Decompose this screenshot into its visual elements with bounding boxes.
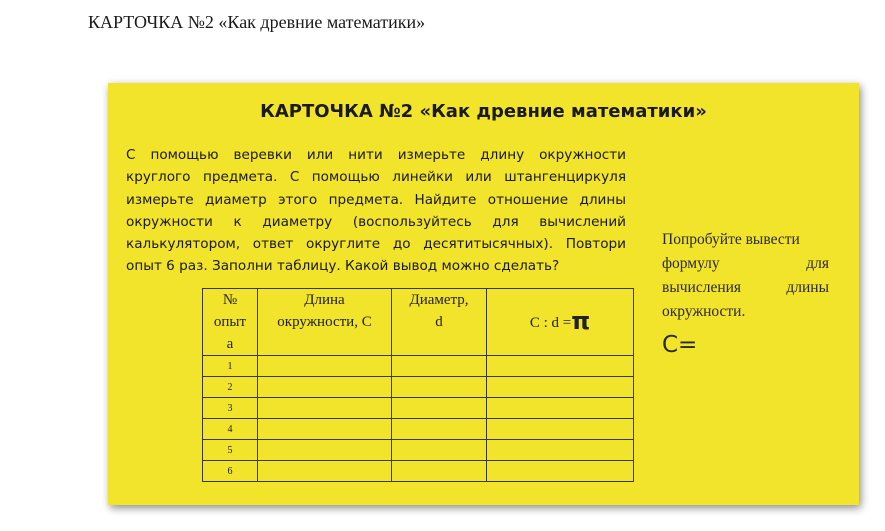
header-line: № [222,292,238,308]
ratio-cell[interactable] [487,461,634,482]
header-line: окружности, С [277,314,372,330]
header-line: а [226,336,234,352]
length-cell[interactable] [258,461,392,482]
header-line: Длина [304,292,345,308]
column-header-length [258,289,392,356]
side-note-line: Попробуйте вывести [662,231,800,248]
instructions-line: С помощью веревки или нити измерьте длину окружности [126,147,626,163]
side-note-line: формулу для [662,255,829,272]
document-heading: КАРТОЧКА №2 «Как древние математики» [88,12,426,32]
instructions-text [126,144,626,278]
length-cell[interactable] [258,356,392,377]
ratio-cell[interactable] [487,356,634,377]
length-cell[interactable] [258,440,392,461]
table-row [203,398,634,419]
length-cell[interactable] [258,419,392,440]
column-header-number [203,289,258,356]
length-cell[interactable] [258,398,392,419]
pi-symbol: π [571,307,591,335]
diameter-cell[interactable] [392,398,487,419]
length-cell[interactable] [258,377,392,398]
side-note-line: вычисления длины [662,279,829,296]
side-note-line: окружности. [662,303,746,320]
instructions-line: измерьте диаметр этого предмета. Найдите отношение длины [126,191,626,208]
diameter-cell[interactable] [392,419,487,440]
ratio-cell[interactable] [487,440,634,461]
header-line: Диаметр, [409,292,469,308]
row-number: 6 [203,461,258,482]
task-card [108,83,859,505]
row-number: 2 [203,377,258,398]
header-line: опыт [213,314,247,330]
formula-c: C= [662,332,698,358]
ratio-cell[interactable] [487,419,634,440]
diameter-cell[interactable] [392,377,487,398]
row-number: 5 [203,440,258,461]
instructions-line: калькулятором, ответ округлите до десятитысячных). Повтори [126,236,626,253]
header-line: d [435,314,443,330]
side-note [662,228,829,324]
table-row [203,440,634,461]
table-row [203,377,634,398]
column-header-diameter [392,289,487,356]
diameter-cell[interactable] [392,440,487,461]
row-number: 1 [203,356,258,377]
card-title: КАРТОЧКА №2 «Как древние математики» [260,101,707,122]
table-header-row [203,289,634,356]
row-number: 3 [203,398,258,419]
instructions-line: окружности к диаметру (воспользуйтесь для вычислений [126,213,626,230]
diameter-cell[interactable] [392,461,487,482]
table-row [203,419,634,440]
ratio-text: C : d = [529,315,572,331]
row-number: 4 [203,419,258,440]
table-row [203,356,634,377]
ratio-cell[interactable] [487,377,634,398]
table-row [203,461,634,482]
diameter-cell[interactable] [392,356,487,377]
instructions-line: опыт 6 раз. Заполни таблицу. Какой вывод можно сделать? [126,258,560,275]
measurements-table [202,288,634,482]
column-header-ratio [487,289,634,356]
instructions-line: круглого предмета. С помощью линейки или штангенциркуля [126,169,626,186]
ratio-cell[interactable] [487,398,634,419]
